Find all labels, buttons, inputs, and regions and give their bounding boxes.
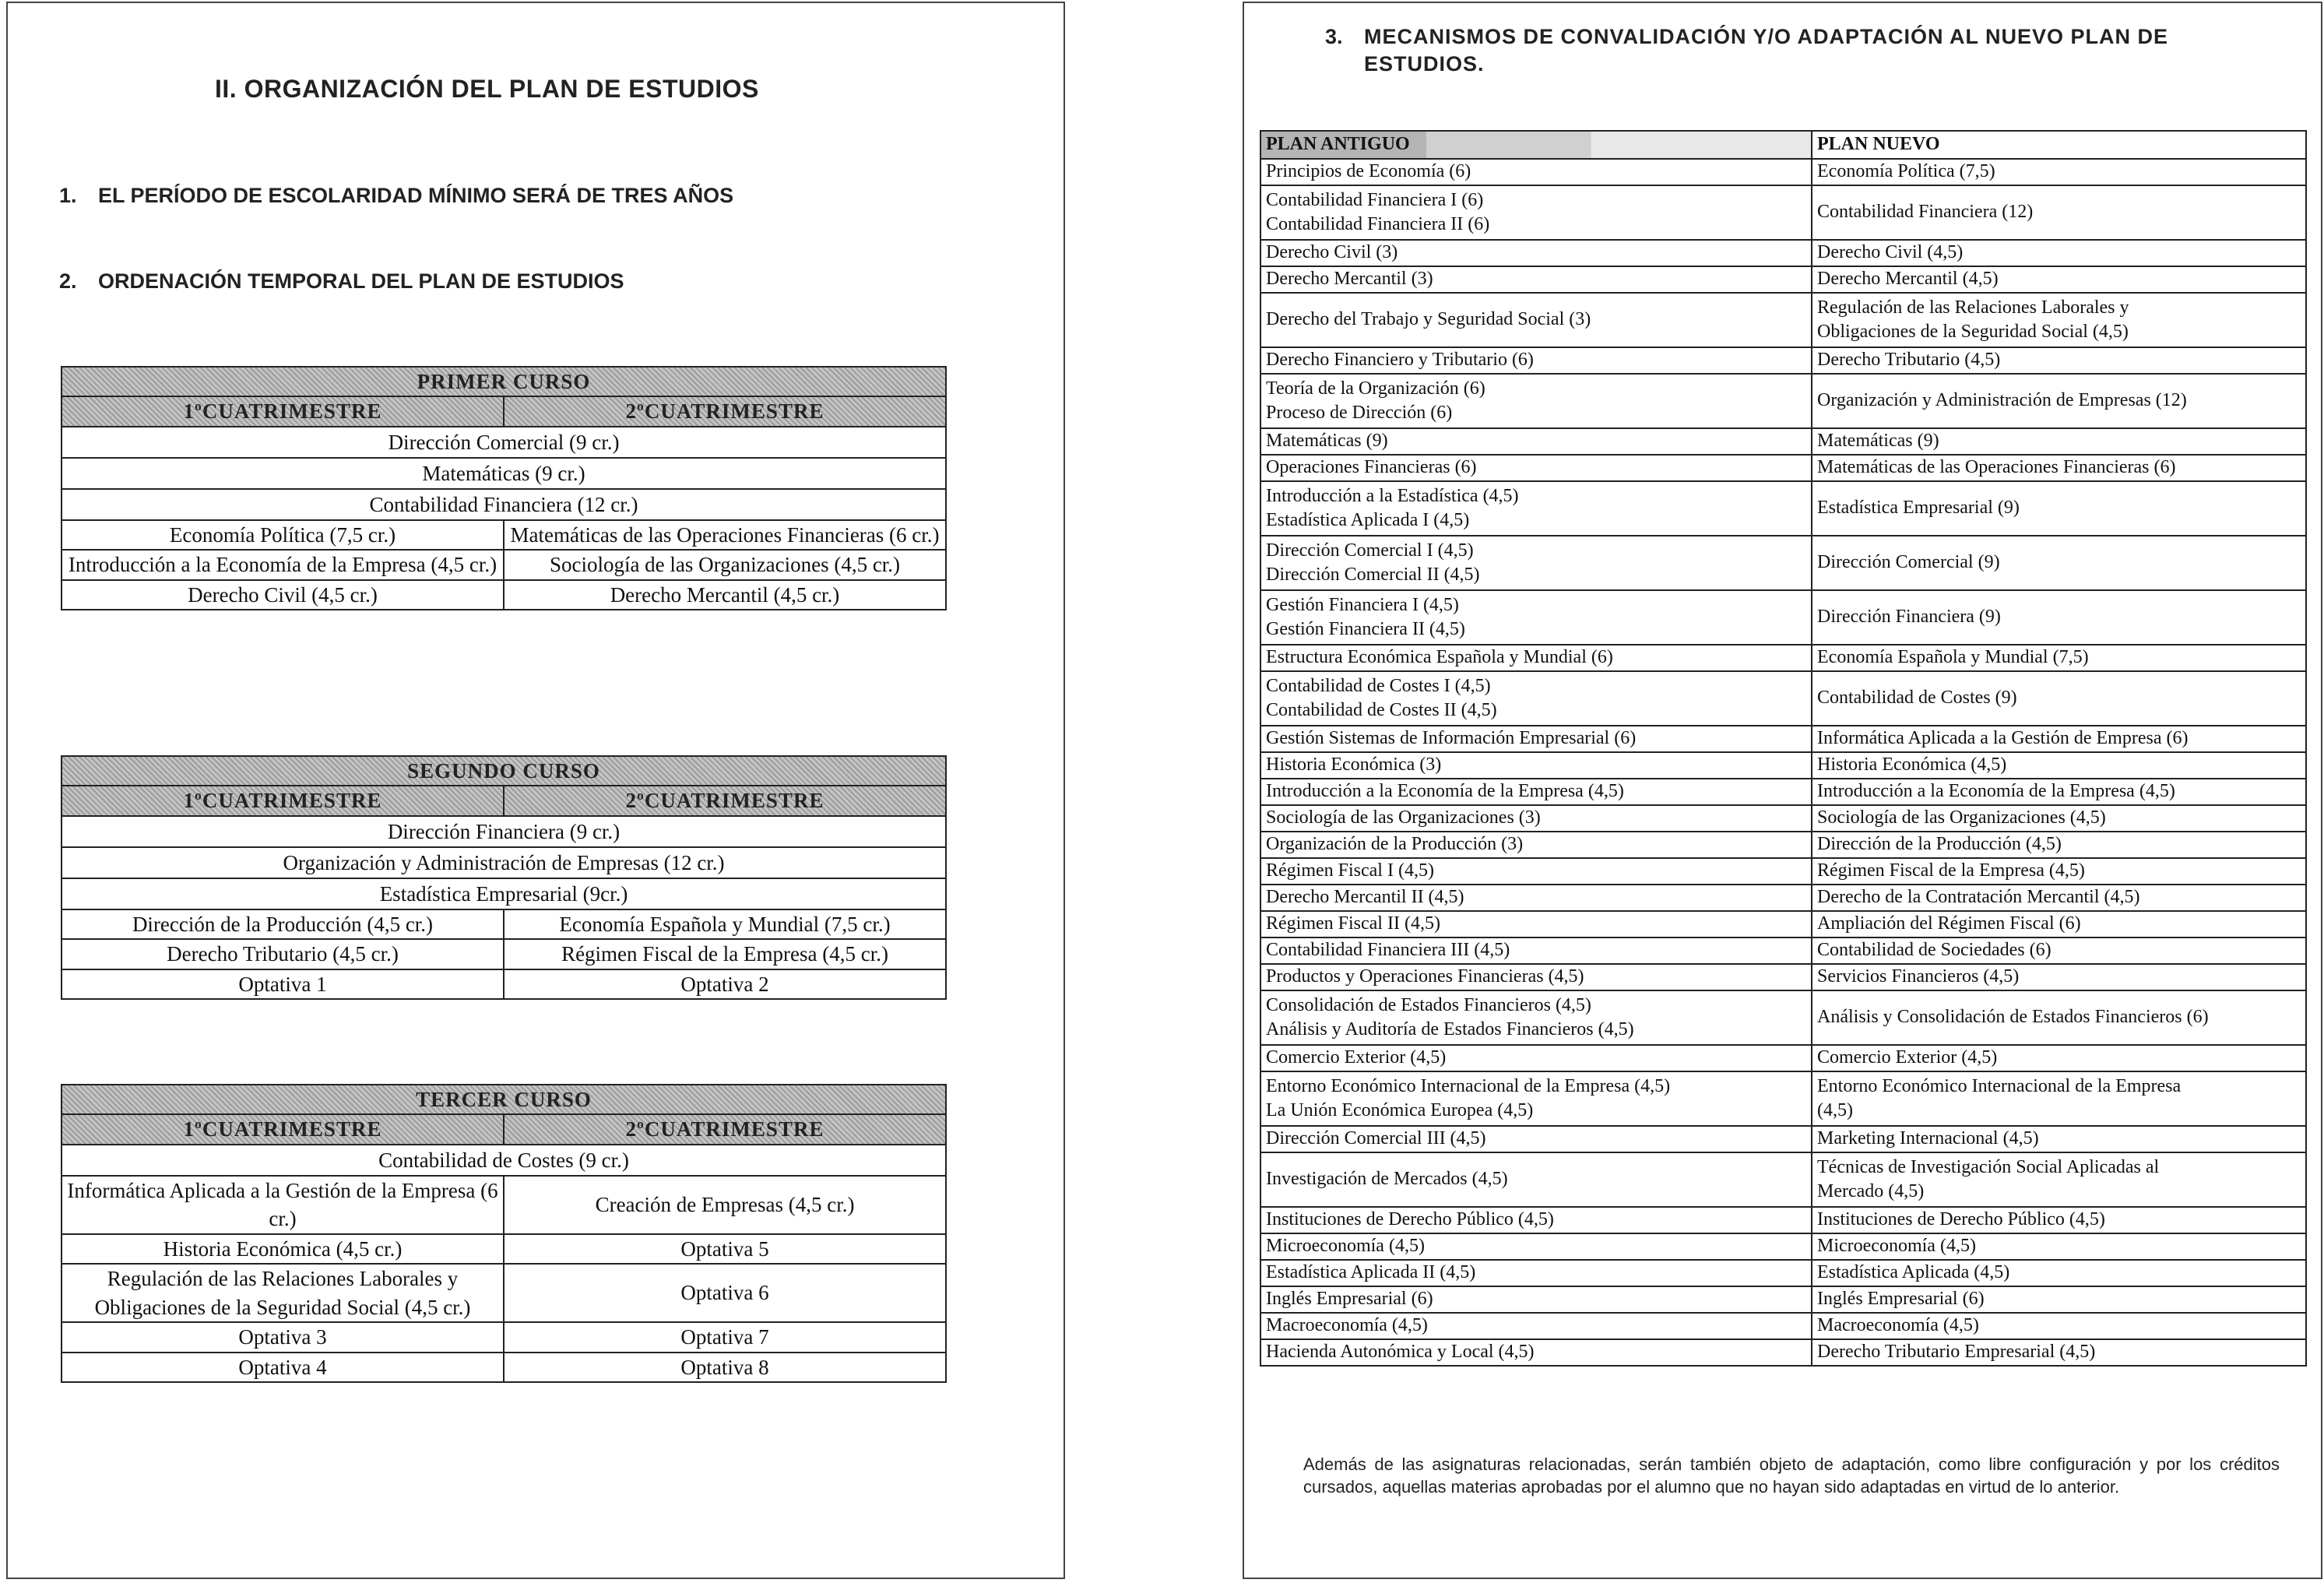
semester-2-subject: Economía Española y Mundial (7,5 cr.) bbox=[504, 909, 946, 939]
plan-nuevo-subject: Marketing Internacional (4,5) bbox=[1817, 1128, 2039, 1149]
section-2-text: ORDENACIÓN TEMPORAL DEL PLAN DE ESTUDIOS bbox=[98, 269, 624, 293]
convalidation-row bbox=[1260, 1126, 2306, 1152]
plan-antiguo-cell bbox=[1260, 1071, 1812, 1126]
convalidation-row bbox=[1260, 266, 2306, 293]
plan-nuevo-subject: Derecho Civil (4,5) bbox=[1817, 242, 1964, 263]
plan-nuevo-subject: Introducción a la Economía de la Empresa (4,5) bbox=[1817, 781, 2175, 802]
convalidation-row bbox=[1260, 1339, 2306, 1366]
plan-nuevo-cell bbox=[1812, 671, 2306, 726]
plan-nuevo-cell bbox=[1812, 832, 2306, 858]
plan-antiguo-subject: Contabilidad de Costes II (4,5) bbox=[1266, 700, 1497, 720]
semester-2-subject: Optativa 6 bbox=[504, 1264, 946, 1322]
plan-antiguo-subject: Hacienda Autonómica y Local (4,5) bbox=[1266, 1342, 1535, 1363]
convalidation-row bbox=[1260, 885, 2306, 911]
course-title: PRIMER CURSO bbox=[62, 367, 946, 396]
plan-antiguo-cell bbox=[1260, 240, 1812, 266]
header-plan-antiguo: PLAN ANTIGUO bbox=[1260, 131, 1812, 159]
course-title-row bbox=[62, 367, 946, 396]
plan-nuevo-subject: Derecho Tributario Empresarial (4,5) bbox=[1817, 1342, 2096, 1363]
convalidation-row bbox=[1260, 590, 2306, 645]
convalidation-row bbox=[1260, 858, 2306, 885]
plan-nuevo-cell bbox=[1812, 1152, 2306, 1207]
plan-antiguo-subject: Contabilidad Financiera II (6) bbox=[1266, 214, 1490, 234]
annual-subject-row bbox=[62, 458, 946, 489]
convalidation-row bbox=[1260, 752, 2306, 779]
annual-subject-row bbox=[62, 847, 946, 878]
plan-nuevo-cell bbox=[1812, 1286, 2306, 1313]
plan-antiguo-cell bbox=[1260, 671, 1812, 726]
convalidation-row bbox=[1260, 455, 2306, 481]
convalidation-row bbox=[1260, 964, 2306, 990]
semester-1-subject: Historia Económica (4,5 cr.) bbox=[62, 1234, 504, 1264]
semester-2-subject: Matemáticas de las Operaciones Financieras (6 cr.) bbox=[504, 520, 946, 550]
annual-subject-row bbox=[62, 427, 946, 458]
plan-antiguo-cell bbox=[1260, 481, 1812, 536]
plan-antiguo-subject: Contabilidad de Costes I (4,5) bbox=[1266, 675, 1491, 696]
section-1-number: 1. bbox=[59, 184, 77, 207]
plan-antiguo-cell bbox=[1260, 990, 1812, 1045]
plan-nuevo-cell bbox=[1812, 428, 2306, 455]
segundo-curso-table bbox=[61, 755, 947, 1000]
annual-subject: Contabilidad Financiera (12 cr.) bbox=[62, 489, 946, 520]
plan-antiguo-subject: Derecho Civil (3) bbox=[1266, 242, 1398, 263]
plan-antiguo-cell bbox=[1260, 185, 1812, 240]
plan-antiguo-subject: Régimen Fiscal I (4,5) bbox=[1266, 860, 1434, 881]
semester-subject-row bbox=[62, 1264, 946, 1322]
semester-1-subject: Optativa 1 bbox=[62, 969, 504, 999]
convalidation-row bbox=[1260, 1207, 2306, 1233]
semester-subject-row bbox=[62, 969, 946, 999]
convalidation-row bbox=[1260, 832, 2306, 858]
section-3-number: 3. bbox=[1325, 25, 1343, 48]
plan-nuevo-cell bbox=[1812, 590, 2306, 645]
plan-nuevo-cell bbox=[1812, 990, 2306, 1045]
plan-nuevo-cell bbox=[1812, 159, 2306, 185]
plan-antiguo-subject: Gestión Financiera II (4,5) bbox=[1266, 619, 1465, 639]
course-title-row bbox=[62, 756, 946, 786]
plan-nuevo-subject: Técnicas de Investigación Social Aplicadas al bbox=[1817, 1156, 2160, 1177]
plan-antiguo-subject: Entorno Económico Internacional de la Empresa (4,5) bbox=[1266, 1075, 1671, 1096]
section-3-heading bbox=[1325, 23, 2291, 78]
semester-2-header: 2ºCUATRIMESTRE bbox=[504, 396, 946, 426]
semester-1-subject: Informática Aplicada a la Gestión de la Empresa (6 cr.) bbox=[62, 1176, 504, 1234]
plan-antiguo-subject: Inglés Empresarial (6) bbox=[1266, 1289, 1433, 1310]
plan-antiguo-cell bbox=[1260, 1233, 1812, 1260]
convalidation-row bbox=[1260, 1313, 2306, 1339]
plan-antiguo-subject: Régimen Fiscal II (4,5) bbox=[1266, 913, 1440, 934]
plan-nuevo-cell bbox=[1812, 937, 2306, 964]
plan-nuevo-cell bbox=[1812, 293, 2306, 347]
semester-subject-row bbox=[62, 1176, 946, 1234]
plan-antiguo-cell bbox=[1260, 937, 1812, 964]
convalidation-row bbox=[1260, 1260, 2306, 1286]
convalidation-row bbox=[1260, 1045, 2306, 1071]
plan-nuevo-subject: Informática Aplicada a la Gestión de Empresa (6) bbox=[1817, 728, 2189, 749]
plan-nuevo-subject: Instituciones de Derecho Público (4,5) bbox=[1817, 1209, 2105, 1230]
plan-nuevo-cell bbox=[1812, 964, 2306, 990]
plan-antiguo-cell bbox=[1260, 1313, 1812, 1339]
plan-antiguo-cell bbox=[1260, 779, 1812, 805]
plan-antiguo-subject: Dirección Comercial I (4,5) bbox=[1266, 540, 1474, 561]
semester-subject-row bbox=[62, 1322, 946, 1352]
plan-antiguo-cell bbox=[1260, 645, 1812, 671]
plan-antiguo-subject: Estadística Aplicada I (4,5) bbox=[1266, 510, 1470, 530]
plan-nuevo-cell bbox=[1812, 858, 2306, 885]
semester-1-subject: Introducción a la Economía de la Empresa (4,5 cr.) bbox=[62, 550, 504, 579]
plan-antiguo-subject: Estadística Aplicada II (4,5) bbox=[1266, 1262, 1476, 1283]
plan-nuevo-subject: Derecho Mercantil (4,5) bbox=[1817, 269, 1999, 290]
plan-antiguo-subject: Dirección Comercial II (4,5) bbox=[1266, 565, 1480, 585]
convalidation-table bbox=[1260, 130, 2307, 1367]
section-1-text: EL PERÍODO DE ESCOLARIDAD MÍNIMO SERÁ DE TRES AÑOS bbox=[98, 184, 734, 207]
plan-antiguo-subject: Operaciones Financieras (6) bbox=[1266, 457, 1477, 478]
plan-antiguo-cell bbox=[1260, 752, 1812, 779]
page-title: II. ORGANIZACIÓN DEL PLAN DE ESTUDIOS bbox=[215, 75, 759, 103]
right-page bbox=[1243, 2, 2322, 1579]
course-title: SEGUNDO CURSO bbox=[62, 756, 946, 786]
plan-nuevo-subject: Contabilidad de Sociedades (6) bbox=[1817, 940, 2052, 961]
plan-nuevo-subject: Economía Política (7,5) bbox=[1817, 161, 1995, 182]
semester-2-subject: Sociología de las Organizaciones (4,5 cr.) bbox=[504, 550, 946, 579]
semester-1-subject: Optativa 3 bbox=[62, 1322, 504, 1352]
convalidation-row bbox=[1260, 1152, 2306, 1207]
plan-antiguo-subject: Dirección Comercial III (4,5) bbox=[1266, 1128, 1486, 1149]
plan-antiguo-subject: Teoría de la Organización (6) bbox=[1266, 378, 1485, 399]
plan-antiguo-cell bbox=[1260, 1045, 1812, 1071]
plan-antiguo-subject: Organización de la Producción (3) bbox=[1266, 834, 1524, 855]
annual-subject-row bbox=[62, 489, 946, 520]
annual-subject: Dirección Financiera (9 cr.) bbox=[62, 816, 946, 847]
semester-1-subject: Derecho Civil (4,5 cr.) bbox=[62, 580, 504, 610]
plan-nuevo-cell bbox=[1812, 1207, 2306, 1233]
annual-subject: Organización y Administración de Empresas (12 cr.) bbox=[62, 847, 946, 878]
plan-antiguo-cell bbox=[1260, 347, 1812, 374]
semester-subject-row bbox=[62, 1234, 946, 1264]
plan-antiguo-subject: Gestión Financiera I (4,5) bbox=[1266, 594, 1459, 615]
tercer-curso-table bbox=[61, 1084, 947, 1383]
plan-antiguo-subject: Introducción a la Economía de la Empresa (4,5) bbox=[1266, 781, 1624, 802]
plan-nuevo-subject: Organización y Administración de Empresas (12) bbox=[1817, 390, 2187, 411]
plan-antiguo-subject: Microeconomía (4,5) bbox=[1266, 1236, 1425, 1257]
plan-nuevo-subject: (4,5) bbox=[1817, 1100, 1853, 1120]
plan-nuevo-subject: Economía Española y Mundial (7,5) bbox=[1817, 647, 2089, 668]
plan-nuevo-subject: Mercado (4,5) bbox=[1817, 1181, 1925, 1201]
plan-nuevo-subject: Contabilidad de Costes (9) bbox=[1817, 688, 2017, 709]
plan-nuevo-cell bbox=[1812, 911, 2306, 937]
semester-2-subject: Régimen Fiscal de la Empresa (4,5 cr.) bbox=[504, 939, 946, 969]
convalidation-row bbox=[1260, 911, 2306, 937]
plan-antiguo-subject: Introducción a la Estadística (4,5) bbox=[1266, 485, 1519, 506]
plan-antiguo-subject: Gestión Sistemas de Información Empresarial (6) bbox=[1266, 728, 1637, 749]
convalidation-row bbox=[1260, 481, 2306, 536]
convalidation-row bbox=[1260, 159, 2306, 185]
convalidation-row bbox=[1260, 428, 2306, 455]
semester-subject-row bbox=[62, 1353, 946, 1382]
plan-nuevo-subject: Entorno Económico Internacional de la Empresa bbox=[1817, 1075, 2182, 1096]
annual-subject-row bbox=[62, 878, 946, 909]
plan-nuevo-subject: Derecho de la Contratación Mercantil (4,5) bbox=[1817, 887, 2140, 908]
plan-antiguo-cell bbox=[1260, 858, 1812, 885]
semester-1-subject: Derecho Tributario (4,5 cr.) bbox=[62, 939, 504, 969]
plan-antiguo-cell bbox=[1260, 964, 1812, 990]
semester-subject-row bbox=[62, 909, 946, 939]
plan-nuevo-cell bbox=[1812, 1313, 2306, 1339]
plan-nuevo-cell bbox=[1812, 536, 2306, 590]
semester-2-subject: Optativa 7 bbox=[504, 1322, 946, 1352]
convalidation-row bbox=[1260, 990, 2306, 1045]
plan-nuevo-subject: Comercio Exterior (4,5) bbox=[1817, 1047, 1998, 1068]
plan-nuevo-cell bbox=[1812, 374, 2306, 428]
annual-subject-row bbox=[62, 816, 946, 847]
plan-nuevo-cell bbox=[1812, 726, 2306, 752]
semester-2-subject: Optativa 8 bbox=[504, 1353, 946, 1382]
plan-nuevo-subject: Dirección Financiera (9) bbox=[1817, 607, 2001, 628]
annual-subject: Contabilidad de Costes (9 cr.) bbox=[62, 1145, 946, 1176]
plan-nuevo-subject: Microeconomía (4,5) bbox=[1817, 1236, 1976, 1257]
plan-nuevo-subject: Estadística Empresarial (9) bbox=[1817, 498, 2020, 519]
plan-antiguo-subject: Derecho Financiero y Tributario (6) bbox=[1266, 350, 1534, 371]
plan-nuevo-subject: Servicios Financieros (4,5) bbox=[1817, 966, 2020, 987]
convalidation-row bbox=[1260, 645, 2306, 671]
plan-nuevo-subject: Sociología de las Organizaciones (4,5) bbox=[1817, 807, 2106, 828]
convalidation-row bbox=[1260, 937, 2306, 964]
plan-antiguo-cell bbox=[1260, 832, 1812, 858]
semester-subject-row bbox=[62, 580, 946, 610]
course-title: TERCER CURSO bbox=[62, 1085, 946, 1114]
plan-nuevo-cell bbox=[1812, 1339, 2306, 1366]
plan-nuevo-subject: Matemáticas (9) bbox=[1817, 431, 1939, 452]
plan-antiguo-subject: Matemáticas (9) bbox=[1266, 431, 1388, 452]
plan-nuevo-cell bbox=[1812, 455, 2306, 481]
plan-antiguo-subject: Proceso de Dirección (6) bbox=[1266, 403, 1453, 423]
plan-nuevo-cell bbox=[1812, 481, 2306, 536]
semester-1-header: 1ºCUATRIMESTRE bbox=[62, 786, 504, 815]
plan-antiguo-subject: Estructura Económica Española y Mundial (6) bbox=[1266, 647, 1613, 668]
plan-antiguo-cell bbox=[1260, 293, 1812, 347]
plan-nuevo-cell bbox=[1812, 1233, 2306, 1260]
convalidation-row bbox=[1260, 240, 2306, 266]
plan-nuevo-cell bbox=[1812, 1071, 2306, 1126]
section-2-number: 2. bbox=[59, 269, 77, 293]
convalidation-row bbox=[1260, 347, 2306, 374]
plan-antiguo-subject: Contabilidad Financiera III (4,5) bbox=[1266, 940, 1510, 961]
plan-antiguo-subject: La Unión Económica Europea (4,5) bbox=[1266, 1100, 1534, 1120]
semester-2-subject: Optativa 2 bbox=[504, 969, 946, 999]
plan-nuevo-cell bbox=[1812, 185, 2306, 240]
plan-nuevo-subject: Matemáticas de las Operaciones Financieras (6) bbox=[1817, 457, 2176, 478]
course-title-row bbox=[62, 1085, 946, 1114]
plan-antiguo-cell bbox=[1260, 428, 1812, 455]
plan-nuevo-subject: Regulación de las Relaciones Laborales y bbox=[1817, 297, 2129, 318]
plan-antiguo-cell bbox=[1260, 536, 1812, 590]
semester-2-subject: Optativa 5 bbox=[504, 1234, 946, 1264]
annual-subject: Estadística Empresarial (9cr.) bbox=[62, 878, 946, 909]
plan-antiguo-cell bbox=[1260, 1126, 1812, 1152]
section-3-text: MECANISMOS DE CONVALIDACIÓN Y/O ADAPTACIÓN AL NUEVO PLAN DE ESTUDIOS. bbox=[1364, 25, 2169, 76]
plan-nuevo-subject: Dirección de la Producción (4,5) bbox=[1817, 834, 2062, 855]
semester-1-header: 1ºCUATRIMESTRE bbox=[62, 1114, 504, 1144]
convalidation-header-row bbox=[1260, 131, 2306, 159]
plan-nuevo-cell bbox=[1812, 805, 2306, 832]
plan-antiguo-cell bbox=[1260, 159, 1812, 185]
convalidation-row bbox=[1260, 779, 2306, 805]
semester-subject-row bbox=[62, 550, 946, 579]
plan-antiguo-cell bbox=[1260, 374, 1812, 428]
annual-subject: Matemáticas (9 cr.) bbox=[62, 458, 946, 489]
semester-1-subject: Optativa 4 bbox=[62, 1353, 504, 1382]
semester-1-subject: Regulación de las Relaciones Laborales y Obligaciones de la Seguridad Social (4,5 cr.) bbox=[62, 1264, 504, 1322]
plan-nuevo-subject: Inglés Empresarial (6) bbox=[1817, 1289, 1985, 1310]
plan-nuevo-cell bbox=[1812, 240, 2306, 266]
convalidation-row bbox=[1260, 1071, 2306, 1126]
plan-nuevo-cell bbox=[1812, 1260, 2306, 1286]
footnote: Además de las asignaturas relacionadas, serán también objeto de adaptación, como libre configuración y por los créditos cursados, aquellas materias aprobadas por el alumno que no hayan sido adaptadas en virtud de lo anterior. bbox=[1303, 1455, 2280, 1497]
semester-subject-row bbox=[62, 939, 946, 969]
convalidation-row bbox=[1260, 726, 2306, 752]
convalidation-row bbox=[1260, 1286, 2306, 1313]
plan-antiguo-cell bbox=[1260, 1207, 1812, 1233]
plan-antiguo-cell bbox=[1260, 805, 1812, 832]
plan-nuevo-cell bbox=[1812, 266, 2306, 293]
plan-antiguo-subject: Investigación de Mercados (4,5) bbox=[1266, 1169, 1508, 1190]
plan-nuevo-subject: Historia Económica (4,5) bbox=[1817, 755, 2007, 776]
plan-nuevo-subject: Régimen Fiscal de la Empresa (4,5) bbox=[1817, 860, 2085, 881]
plan-nuevo-subject: Análisis y Consolidación de Estados Financieros (6) bbox=[1817, 1007, 2209, 1028]
plan-nuevo-cell bbox=[1812, 347, 2306, 374]
plan-nuevo-cell bbox=[1812, 1126, 2306, 1152]
convalidation-row bbox=[1260, 671, 2306, 726]
plan-antiguo-cell bbox=[1260, 455, 1812, 481]
plan-antiguo-subject: Análisis y Auditoría de Estados Financieros (4,5) bbox=[1266, 1019, 1634, 1039]
plan-antiguo-subject: Comercio Exterior (4,5) bbox=[1266, 1047, 1447, 1068]
plan-nuevo-subject: Obligaciones de la Seguridad Social (4,5) bbox=[1817, 322, 2129, 342]
plan-antiguo-subject: Derecho Mercantil (3) bbox=[1266, 269, 1433, 290]
plan-antiguo-cell bbox=[1260, 266, 1812, 293]
plan-nuevo-subject: Contabilidad Financiera (12) bbox=[1817, 202, 2034, 223]
plan-antiguo-subject: Productos y Operaciones Financieras (4,5) bbox=[1266, 966, 1584, 987]
plan-nuevo-subject: Estadística Aplicada (4,5) bbox=[1817, 1262, 2010, 1283]
plan-antiguo-subject: Consolidación de Estados Financieros (4,5) bbox=[1266, 994, 1591, 1015]
convalidation-row bbox=[1260, 185, 2306, 240]
plan-antiguo-cell bbox=[1260, 726, 1812, 752]
plan-antiguo-subject: Derecho Mercantil II (4,5) bbox=[1266, 887, 1464, 908]
plan-nuevo-cell bbox=[1812, 645, 2306, 671]
convalidation-row bbox=[1260, 293, 2306, 347]
plan-antiguo-cell bbox=[1260, 911, 1812, 937]
plan-antiguo-subject: Derecho del Trabajo y Seguridad Social (3) bbox=[1266, 309, 1591, 330]
plan-antiguo-subject: Instituciones de Derecho Público (4,5) bbox=[1266, 1209, 1554, 1230]
left-page bbox=[6, 2, 1065, 1579]
semester-1-subject: Economía Política (7,5 cr.) bbox=[62, 520, 504, 550]
semester-1-header: 1ºCUATRIMESTRE bbox=[62, 396, 504, 426]
semester-header-row bbox=[62, 1114, 946, 1144]
semester-header-row bbox=[62, 786, 946, 815]
plan-antiguo-subject: Historia Económica (3) bbox=[1266, 755, 1442, 776]
convalidation-row bbox=[1260, 374, 2306, 428]
semester-1-subject: Dirección de la Producción (4,5 cr.) bbox=[62, 909, 504, 939]
plan-antiguo-cell bbox=[1260, 885, 1812, 911]
plan-antiguo-cell bbox=[1260, 1286, 1812, 1313]
plan-nuevo-cell bbox=[1812, 885, 2306, 911]
semester-2-header: 2ºCUATRIMESTRE bbox=[504, 786, 946, 815]
semester-2-subject: Derecho Mercantil (4,5 cr.) bbox=[504, 580, 946, 610]
semester-subject-row bbox=[62, 520, 946, 550]
primer-curso-table bbox=[61, 366, 947, 610]
plan-nuevo-subject: Macroeconomía (4,5) bbox=[1817, 1315, 1979, 1336]
plan-antiguo-cell bbox=[1260, 590, 1812, 645]
plan-nuevo-subject: Derecho Tributario (4,5) bbox=[1817, 350, 2001, 371]
plan-antiguo-cell bbox=[1260, 1260, 1812, 1286]
annual-subject: Dirección Comercial (9 cr.) bbox=[62, 427, 946, 458]
section-1-heading bbox=[59, 184, 733, 208]
plan-nuevo-cell bbox=[1812, 1045, 2306, 1071]
plan-antiguo-subject: Sociología de las Organizaciones (3) bbox=[1266, 807, 1541, 828]
plan-antiguo-cell bbox=[1260, 1152, 1812, 1207]
header-plan-nuevo: PLAN NUEVO bbox=[1812, 131, 2306, 159]
semester-header-row bbox=[62, 396, 946, 426]
plan-antiguo-subject: Macroeconomía (4,5) bbox=[1266, 1315, 1428, 1336]
semester-2-subject: Creación de Empresas (4,5 cr.) bbox=[504, 1176, 946, 1234]
section-2-heading bbox=[59, 269, 624, 294]
plan-antiguo-subject: Principios de Economía (6) bbox=[1266, 161, 1471, 182]
annual-subject-row bbox=[62, 1145, 946, 1176]
plan-nuevo-cell bbox=[1812, 779, 2306, 805]
convalidation-row bbox=[1260, 536, 2306, 590]
plan-nuevo-subject: Dirección Comercial (9) bbox=[1817, 552, 2000, 573]
convalidation-row bbox=[1260, 1233, 2306, 1260]
plan-nuevo-cell bbox=[1812, 752, 2306, 779]
semester-2-header: 2ºCUATRIMESTRE bbox=[504, 1114, 946, 1144]
plan-nuevo-subject: Ampliación del Régimen Fiscal (6) bbox=[1817, 913, 2081, 934]
plan-antiguo-cell bbox=[1260, 1339, 1812, 1366]
convalidation-row bbox=[1260, 805, 2306, 832]
plan-antiguo-subject: Contabilidad Financiera I (6) bbox=[1266, 189, 1484, 210]
